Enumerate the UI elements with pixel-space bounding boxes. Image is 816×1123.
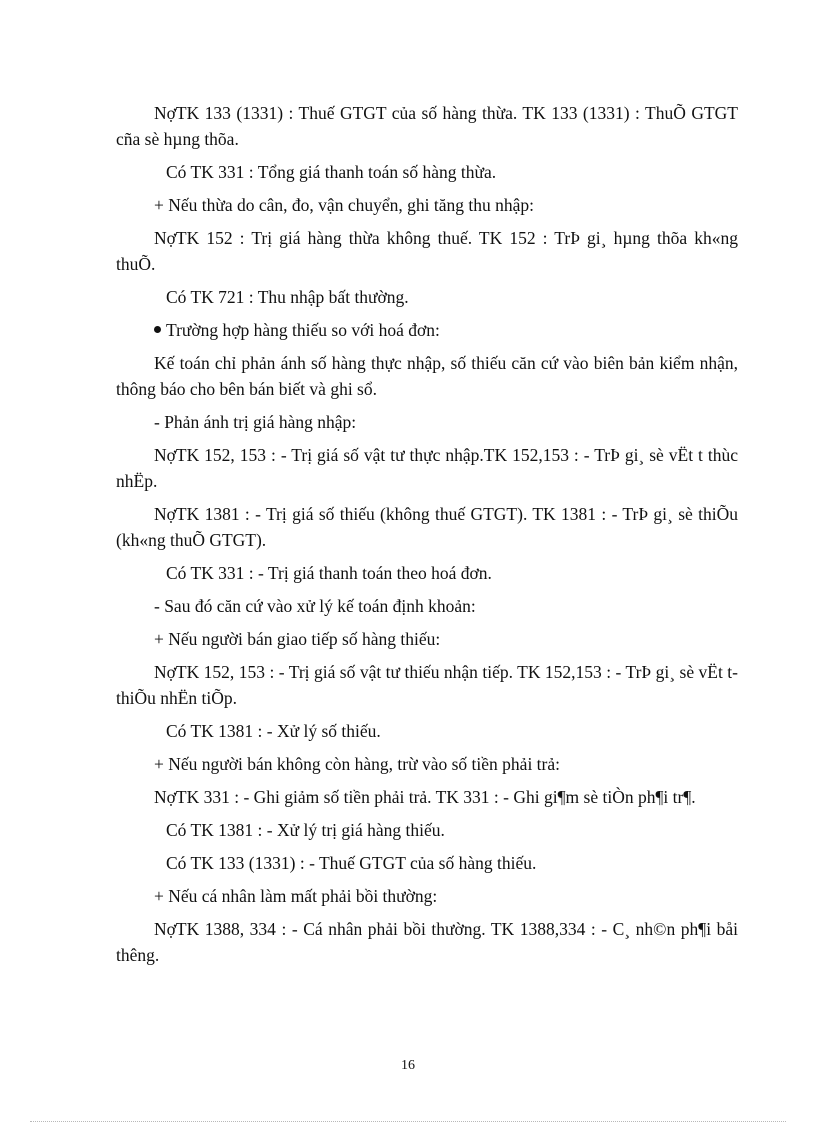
step-heading-processing: - Sau đó căn cứ vào xử lý kế toán định khoản: xyxy=(154,596,476,616)
page-number: 16 xyxy=(401,1058,415,1073)
case-heading-seller-delivers: + Nếu người bán giao tiếp số hàng thiếu: xyxy=(154,629,441,649)
journal-entry-debit-152-153-followup: NợTK 152, 153 : - Trị giá số vật tư thiếu nhận tiếp. TK 152,153 : - TrÞ gi¸ sè vËt t thiÕu nhËn tiÕp. xyxy=(116,662,738,708)
step-heading-import-value: - Phản ánh trị giá hàng nhập: xyxy=(154,412,357,432)
journal-entry-credit-133: Có TK 133 (1331) : - Thuế GTGT của số hàng thiếu. xyxy=(166,853,537,873)
page-body xyxy=(116,100,738,975)
bullet-shortage-case xyxy=(116,317,738,343)
accounting-note: Kế toán chỉ phản ánh số hàng thực nhập, số thiếu căn cứ vào biên bản kiểm nhận, thông báo cho bên bán biết và ghi sổ. xyxy=(116,353,738,399)
journal-entry-credit-331: Có TK 331 : Tổng giá thanh toán số hàng thừa. xyxy=(166,162,497,182)
journal-entry-debit-331: NợTK 331 : - Ghi giảm số tiền phải trả. TK 331 : - Ghi gi¶m sè tiÒn ph¶i tr¶. xyxy=(154,787,696,807)
case-heading-surplus: + Nếu thừa do cân, đo, vận chuyển, ghi tăng thu nhập: xyxy=(154,195,534,215)
journal-entry-debit-1388-334: NợTK 1388, 334 : - Cá nhân phải bồi thường. TK 1388,334 : - C¸ nh©n ph¶i båi thêng. xyxy=(116,919,738,965)
case-heading-seller-out-of-stock: + Nếu người bán không còn hàng, trừ vào số tiền phải trả: xyxy=(154,754,560,774)
journal-entry-debit-152: NợTK 152 : Trị giá hàng thừa không thuế. TK 152 : TrÞ gi¸ hµng thõa kh«ng thuÕ. xyxy=(116,228,738,274)
page-bottom-divider xyxy=(30,1121,786,1122)
journal-entry-credit-721: Có TK 721 : Thu nhập bất thường. xyxy=(166,287,409,307)
journal-entry-debit-1381: NợTK 1381 : - Trị giá số thiếu (không thuế GTGT). TK 1381 : - TrÞ gi¸ sè thiÕu (kh«ng thuÕ GTGT). xyxy=(116,504,738,550)
journal-entry-credit-1381-shortage: Có TK 1381 : - Xử lý trị giá hàng thiếu. xyxy=(166,820,445,840)
bullet-icon xyxy=(154,326,161,333)
case-heading-personal-loss: + Nếu cá nhân làm mất phải bồi thường: xyxy=(154,886,438,906)
journal-entry-credit-1381: Có TK 1381 : - Xử lý số thiếu. xyxy=(166,721,381,741)
journal-entry-credit-331-invoice: Có TK 331 : - Trị giá thanh toán theo hoá đơn. xyxy=(166,563,492,583)
journal-entry-debit-152-153: NợTK 152, 153 : - Trị giá số vật tư thực nhập.TK 152,153 : - TrÞ gi¸ sè vËt t thùc nhËp. xyxy=(116,445,738,491)
journal-entry-debit-133: NợTK 133 (1331) : Thuế GTGT của số hàng thừa. TK 133 (1331) : ThuÕ GTGT cña sè hµng thõa. xyxy=(116,103,738,149)
bullet-shortage-text: Trường hợp hàng thiếu so với hoá đơn: xyxy=(166,320,440,340)
